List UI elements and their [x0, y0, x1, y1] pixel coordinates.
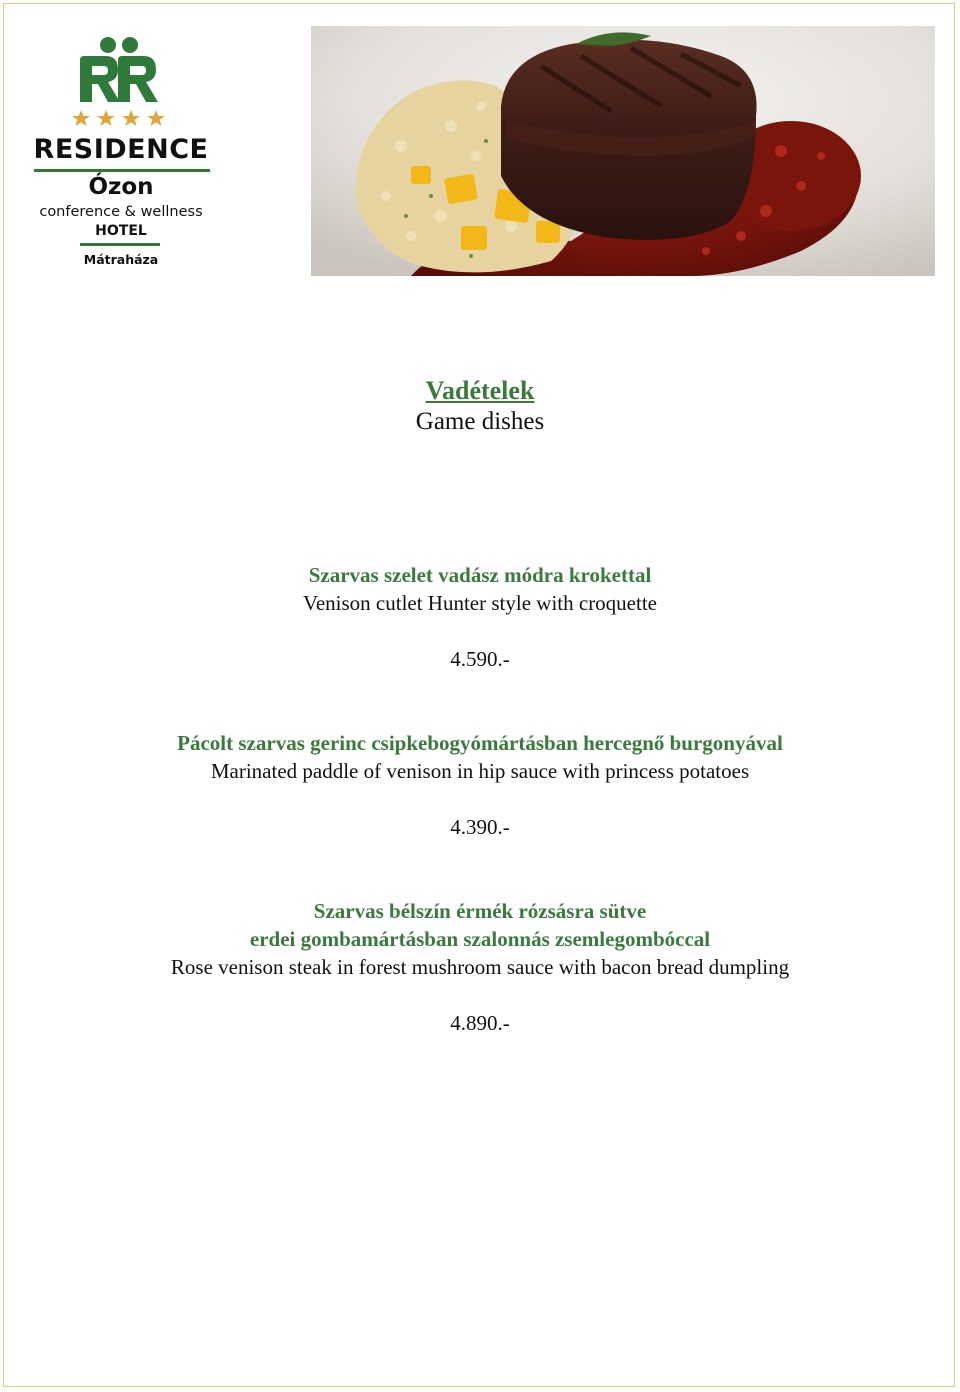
logo-subtitle: conference & wellness	[39, 204, 203, 220]
section-title-hungarian: Vadételek	[425, 376, 535, 405]
logo-divider-short	[80, 243, 160, 246]
section-title-english: Game dishes	[415, 408, 545, 435]
logo-hotel-name: Ózon	[88, 174, 154, 200]
venison-steak-image	[311, 26, 935, 276]
dish-price: 4.590.-	[450, 647, 510, 671]
logo-hotel-word: HOTEL	[95, 223, 147, 239]
residence-emblem-icon	[28, 30, 214, 130]
dish-name-hungarian: Pácolt szarvas gerinc csipkebogyómártásban hercegnő burgonyával	[177, 731, 783, 755]
menu-item	[0, 561, 960, 673]
dish-name-english: Rose venison steak in forest mushroom sauce with bacon bread dumpling	[170, 955, 790, 979]
dish-name-english: Marinated paddle of venison in hip sauce with princess potatoes	[210, 759, 750, 783]
logo-location: Mátraháza	[83, 252, 159, 267]
menu-item	[0, 729, 960, 841]
menu-item	[0, 897, 960, 1037]
hotel-logo	[28, 30, 214, 270]
dish-price: 4.390.-	[450, 815, 510, 839]
dish-name-hungarian-line-2: erdei gombamártásban szalonnás zsemlegombóccal	[249, 927, 711, 951]
logo-brand: RESIDENCE	[33, 134, 209, 165]
logo-divider	[34, 169, 210, 172]
dish-name-hungarian-line-1: Szarvas bélszín érmék rózsásra sütve	[313, 899, 647, 923]
dish-photo	[311, 26, 935, 276]
dish-price: 4.890.-	[450, 1011, 510, 1035]
dish-name-hungarian: Szarvas szelet vadász módra krokettal	[308, 563, 652, 587]
four-stars-icon	[72, 110, 165, 126]
dish-name-english: Venison cutlet Hunter style with croquette	[303, 591, 657, 615]
